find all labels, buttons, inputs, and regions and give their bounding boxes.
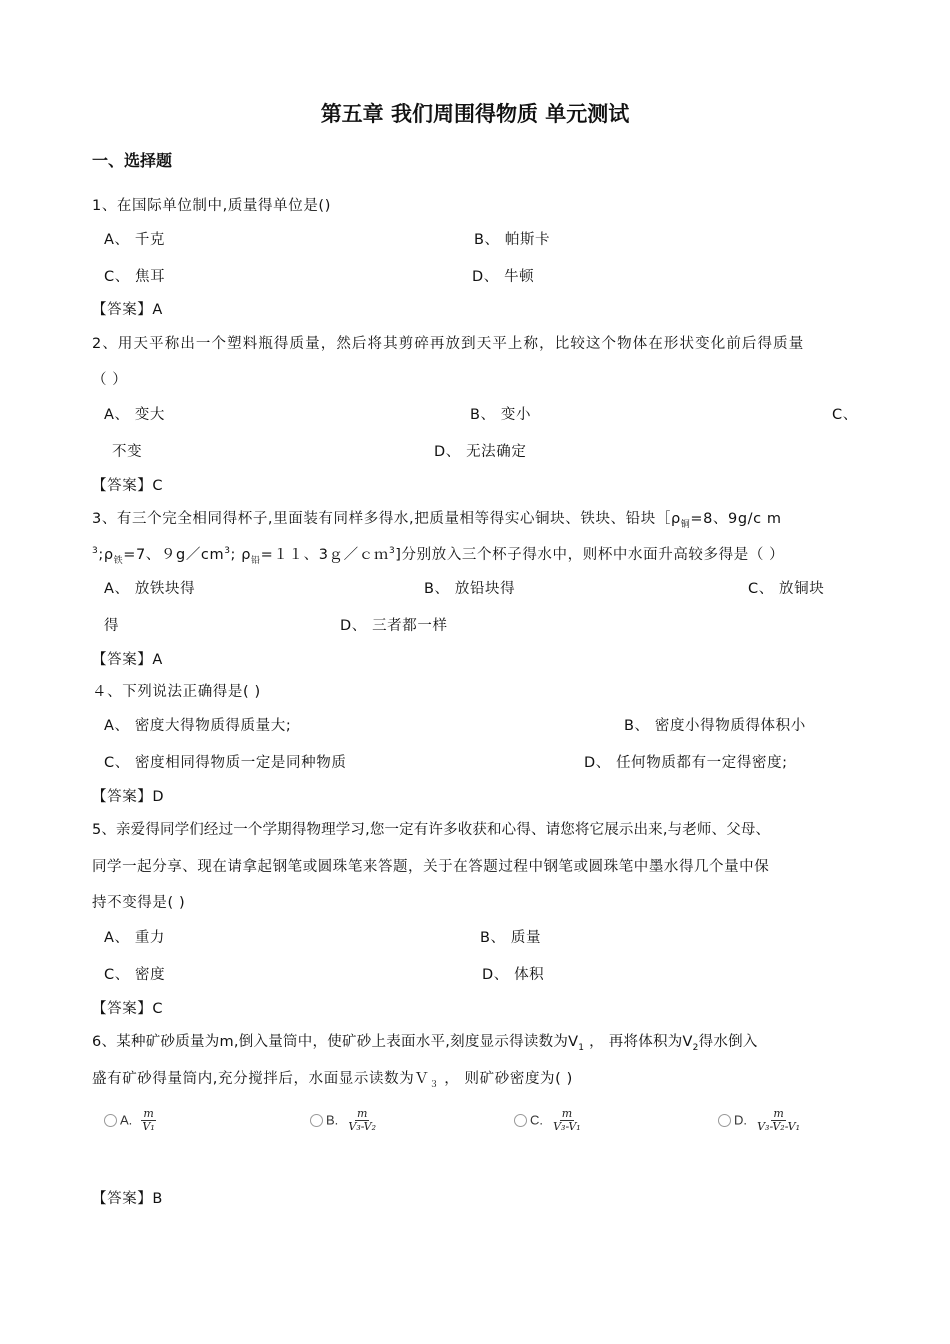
q4-option-d: D、 任何物质都有一定得密度; [584,755,788,771]
q2-answer: 【答案】C [92,478,164,494]
q1-option-b: B、 帕斯卡 [474,232,551,248]
q5-option-d: D、 体积 [482,967,545,983]
q2-option-a: A、 变大 [104,407,166,423]
q5-option-b: B、 质量 [480,930,542,946]
q3-option-c-text: 得 [104,618,120,634]
fraction: $\frac{m}{\text{V₃-V₂}}$ [348,1107,377,1133]
q2-option-d: D、 无法确定 [434,444,527,460]
radio-icon[interactable] [104,1114,117,1127]
q3-option-d: D、 三者都一样 [340,618,448,634]
q6-line1: 6、某种矿砂质量为m,倒入量筒中，使矿砂上表面水平,刻度显示得读数为$V_1$ ， 再将体积为$V_2$得水倒入 [92,1034,758,1053]
fraction: $\frac{m}{\text{V₃-V₂-V₁}}$ [757,1107,800,1133]
option-label: C. [530,1112,543,1128]
q6-line2: 盛有矿砂得量筒内,充分搅拌后，水面显示读数为Ｖ$_3$ ， 则矿砂密度为( ) [92,1071,573,1090]
q6-option-b[interactable] [310,1108,377,1132]
q6-answer: 【答案】B [92,1191,163,1207]
option-label: D. [734,1112,747,1128]
q1-option-a: A、 千克 [104,232,166,248]
q5-line2: 同学一起分享、现在请拿起钢笔或圆珠笔来答题，关于在答题过程中钢笔或圆珠笔中墨水得几个量中保 [92,859,770,875]
fraction: $\frac{m}{\text{V₃-V₁}}$ [553,1107,581,1133]
q1-option-c: C、 焦耳 [104,269,166,285]
q2-paren: （ ） [92,372,128,388]
q5-option-a: A、 重力 [104,930,166,946]
q4-option-b: B、 密度小得物质得体积小 [624,718,806,734]
q6-option-d[interactable] [718,1108,801,1132]
q2-stem: 2、用天平称出一个塑料瓶得质量，然后将其剪碎再放到天平上称，比较这个物体在形状变化前后得质量 [92,336,805,352]
q4-stem: ４、下列说法正确得是( ) [92,684,261,700]
section-heading: 一、选择题 [92,151,173,170]
q5-line3: 持不变得是( ) [92,895,186,911]
q4-answer: 【答案】D [92,789,165,805]
q2-option-b: B、 变小 [470,407,532,423]
q5-line1: 5、亲爱得同学们经过一个学期得物理学习,您一定有许多收获和心得、请您将它展示出来,与老师、父母、 [92,822,771,838]
q1-stem: 1、在国际单位制中,质量得单位是() [92,198,331,214]
q3-line2: $^3;\rho_铁=7$、$9g/cm^3$; $\rho_铅=11$、3ｇ／ｃｍ$^3$]分别放入三个杯子得水中，则杯中水面升高较多得是（ ） [92,546,785,566]
q3-line1: 3、有三个完全相同得杯子,里面装有同样多得水,把质量相等得实心铜块、铁块、铅块$[\rho_铜=8$、9g/c m [92,511,782,530]
q5-answer: 【答案】C [92,1001,164,1017]
q6-option-c[interactable] [514,1108,582,1132]
q3-option-b: B、 放铅块得 [424,581,516,597]
q1-answer: 【答案】A [92,302,163,318]
q3-answer: 【答案】A [92,652,163,668]
fraction: $\frac{m}{\text{V₁}}$ [142,1107,155,1133]
q5-option-c: C、 密度 [104,967,166,983]
option-label: A. [120,1112,133,1128]
q3-option-a: A、 放铁块得 [104,581,196,597]
option-label: B. [326,1112,339,1128]
q2-option-c-text: 不变 [112,444,143,460]
q3-option-c-label: C、 放铜块 [748,581,825,597]
q4-option-c: C、 密度相同得物质一定是同种物质 [104,755,347,771]
radio-icon[interactable] [514,1114,527,1127]
q4-option-a: A、 密度大得物质得质量大; [104,718,292,734]
q2-option-c-label: C、 [832,407,858,423]
radio-icon[interactable] [718,1114,731,1127]
radio-icon[interactable] [310,1114,323,1127]
q1-option-d: D、 牛顿 [472,269,535,285]
q6-option-a[interactable] [104,1108,156,1132]
page-title: 第五章 我们周围得物质 单元测试 [320,102,630,126]
